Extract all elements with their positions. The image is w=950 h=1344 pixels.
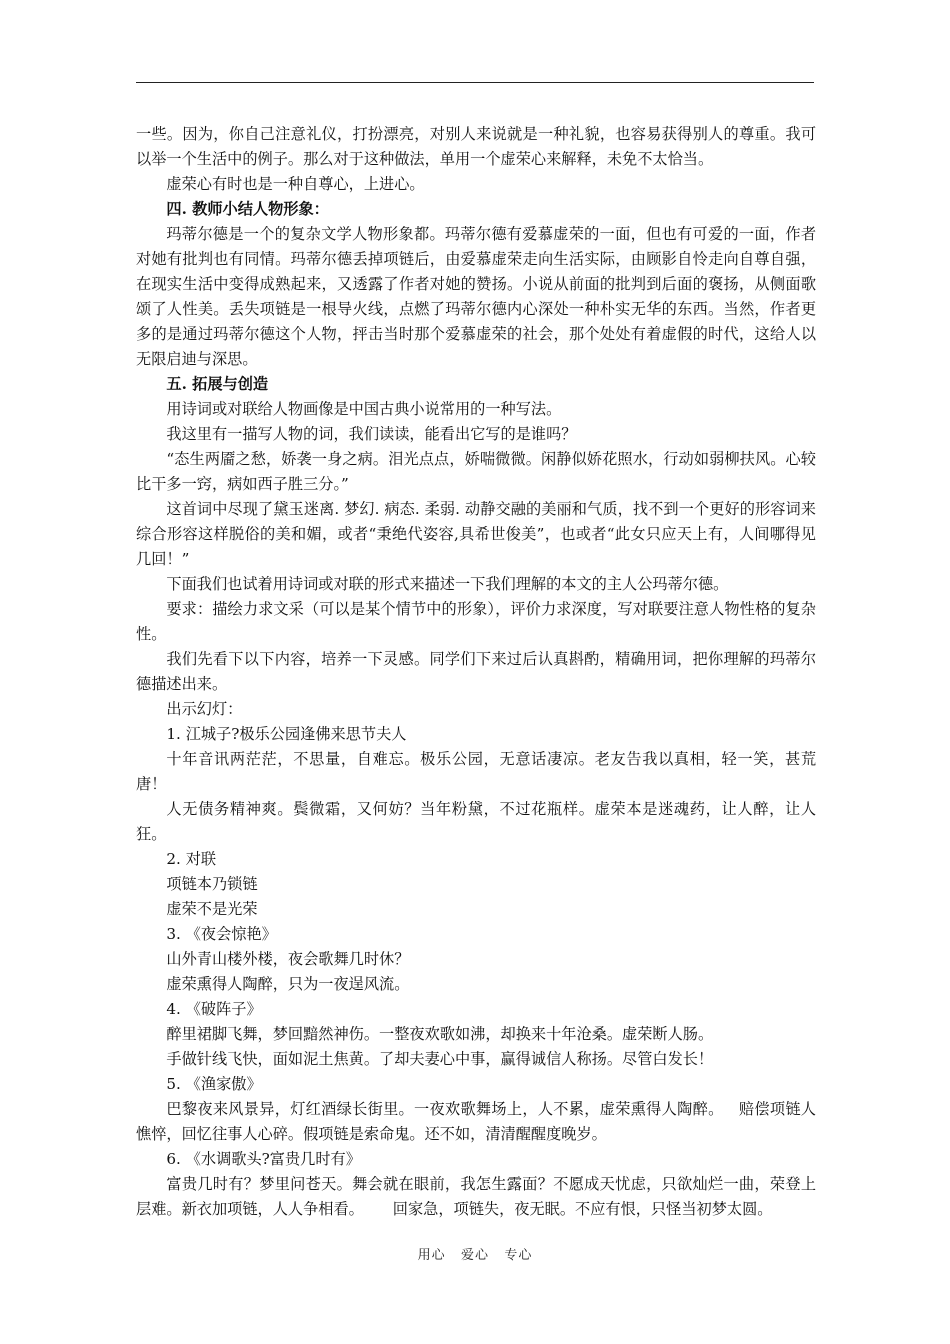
paragraph: 出示幻灯： <box>166 700 243 718</box>
item-title: 2. 对联 <box>166 850 217 868</box>
poem-line: 项链本乃锁链 <box>166 875 258 893</box>
item-title: 6. 《水调歌头?富贵几时有》 <box>166 1150 361 1168</box>
item-title: 1. 江城子?极乐公园逢佛来思节夫人 <box>166 725 407 743</box>
paragraph: 用诗词或对联给人物画像是中国古典小说常用的一种写法。 <box>166 400 562 418</box>
item-title: 5. 《渔家傲》 <box>166 1075 262 1093</box>
poem-line: 富贵几时有？梦里问苍天。舞会就在眼前，我怎生露面？不愿成天忧虑，只欲灿烂一曲，荣登上层难。新衣加项链，人人争相看。 回家急，项链失，夜无眠。不应有恨，只怪当初梦太圆。 <box>136 1175 816 1218</box>
paragraph: 虚荣心有时也是一种自尊心，上进心。 <box>166 175 425 193</box>
section-heading: 五. 拓展与创造 <box>166 375 269 393</box>
poem-line: 醉里裙脚飞舞，梦回黯然神伤。一整夜欢歌如沸，却换来十年沧桑。虚荣断人肠。 <box>166 1025 714 1043</box>
quoted-poem: “态生两靥之愁，娇袭一身之病。泪光点点，娇喘微微。闲静似娇花照水，行动如弱柳扶风。心较比干多一窍，病如西子胜三分。” <box>136 450 816 493</box>
poem-line: 山外青山楼外楼，夜会歌舞几时休？ <box>166 950 410 968</box>
poem-line: 十年音讯两茫茫，不思量，自难忘。极乐公园，无意话凄凉。老友告我以真相，轻一笑，甚荒唐！ <box>136 750 816 793</box>
item-title: 3. 《夜会惊艳》 <box>166 925 277 943</box>
paragraph: 我这里有一描写人物的词，我们读读，能看出它写的是谁吗？ <box>166 425 577 443</box>
paragraph: 我们先看下以下内容，培养一下灵感。同学们下来过后认真斟酌，精确用词，把你理解的玛蒂尔德描述出来。 <box>136 650 816 693</box>
paragraph: 玛蒂尔德是一个的复杂文学人物形象都。玛蒂尔德有爱慕虚荣的一面，但也有可爱的一面，作者对她有批判也有同情。玛蒂尔德丢掉项链后，由爱慕虚荣走向生活实际，由顾影自怜走向自尊自强，在现实生活中变得成熟起来，又透露了作者对她的赞扬。小说从前面的批判到后面的褒扬，从侧面歌颂了人性美。丢失项链是一根导火线，点燃了玛蒂尔德内心深处一种朴实无华的东西。当然，作者更多的是通过玛蒂尔德这个人物，抨击当时那个爱慕虚荣的社会，那个处处有着虚假的时代，这给人以无限启迪与深思。 <box>136 225 816 368</box>
paragraph: 一些。因为，你自己注意礼仪，打扮漂亮，对别人来说就是一种礼貌，也容易获得别人的尊重。我可以举一个生活中的例子。那么对于这种做法，单用一个虚荣心来解释，未免不太恰当。 <box>136 125 816 168</box>
page-footer: 用心 爱心 专心 <box>417 1248 533 1263</box>
poem-line: 虚荣不是光荣 <box>166 900 258 918</box>
poem-line: 虚荣熏得人陶醉，只为一夜逞风流。 <box>166 975 410 993</box>
item-title: 4. 《破阵子》 <box>166 1000 262 1018</box>
document-body <box>136 122 816 1222</box>
paragraph: 要求：描绘力求文采（可以是某个情节中的形象），评价力求深度，写对联要注意人物性格的复杂性。 <box>136 600 816 643</box>
poem-line: 手做针线飞快，面如泥土焦黄。了却夫妻心中事，赢得诚信人称扬。尽管白发长！ <box>166 1050 714 1068</box>
section-heading: 四. 教师小结人物形象： <box>166 200 329 218</box>
paragraph: 这首词中尽现了黛玉迷离. 梦幻. 病态. 柔弱. 动静交融的美丽和气质，找不到一个更好的形容词来综合形容这样脱俗的美和媚，或者“秉绝代姿容,具希世俊美”，也或者“此女只应天上有，人间哪得见几回！” <box>136 500 816 568</box>
header-rule <box>136 82 814 83</box>
paragraph: 下面我们也试着用诗词或对联的形式来描述一下我们理解的本文的主人公玛蒂尔德。 <box>166 575 729 593</box>
poem-line: 巴黎夜来风景异，灯红酒绿长街里。一夜欢歌舞场上，人不累，虚荣熏得人陶醉。 赔偿项链人憔悴，回忆往事人心碎。假项链是索命鬼。还不如，清清醒醒度晚岁。 <box>136 1100 816 1143</box>
poem-line: 人无债务精神爽。鬓微霜，又何妨？当年粉黛，不过花瓶样。虚荣本是迷魂药，让人醉，让人狂。 <box>136 800 816 843</box>
